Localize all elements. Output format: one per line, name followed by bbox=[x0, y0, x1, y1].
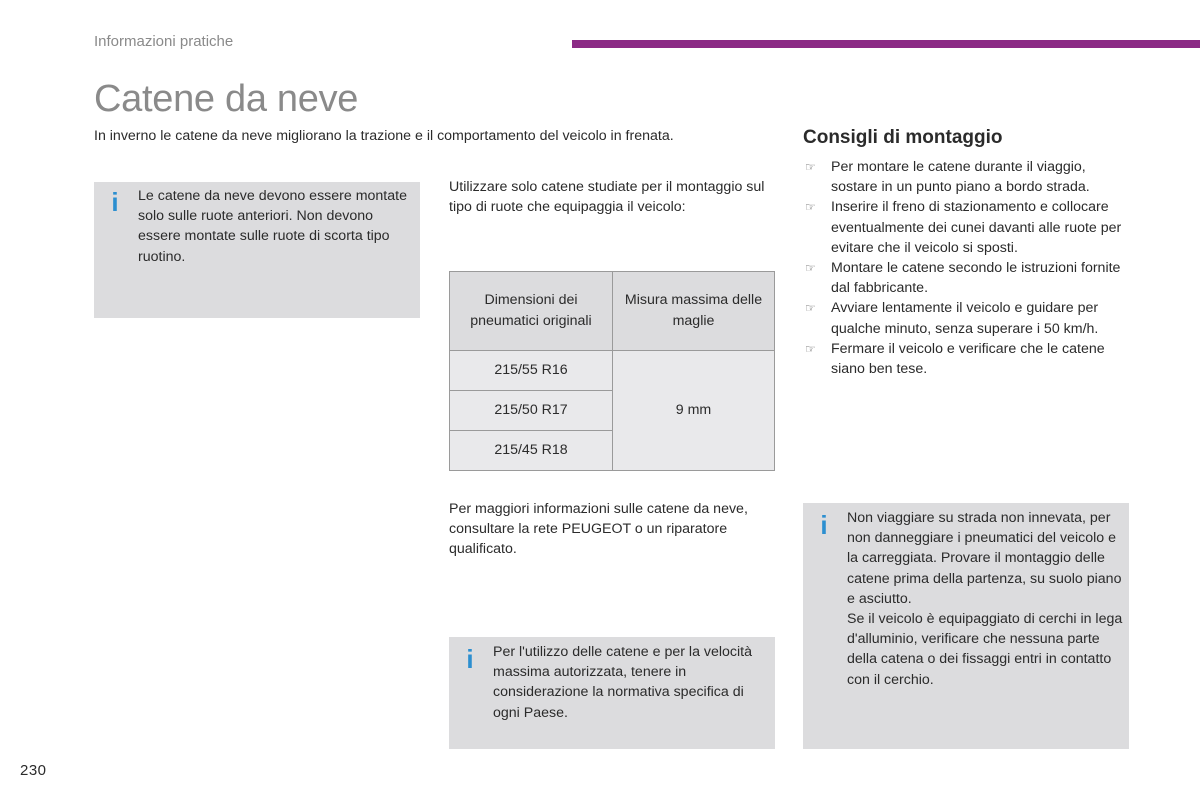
list-item: ☞ Inserire il freno di stazionamento e collocare eventualmente dei cunei davanti alle ruote per evitare che il veicolo si sposti. bbox=[805, 199, 1122, 256]
tips-list bbox=[803, 157, 1133, 379]
page-number: 230 bbox=[20, 762, 47, 779]
page-title: Catene da neve bbox=[94, 78, 359, 120]
section-label: Informazioni pratiche bbox=[94, 33, 234, 50]
tips-heading: Consigli di montaggio bbox=[803, 127, 1003, 148]
info-icon: i bbox=[820, 510, 828, 540]
pointing-hand-icon: ☞ bbox=[805, 341, 816, 356]
list-item: ☞ Montare le catene secondo le istruzioni fornite dal fabbricante. bbox=[805, 260, 1121, 297]
table-header-tyre-size: Dimensioni dei pneumatici originali bbox=[450, 272, 613, 351]
table-cell-tyre-size: 215/55 R16 bbox=[450, 351, 613, 391]
list-item: ☞ Avviare lentamente il veicolo e guidare per qualche minuto, senza superare i 50 km/h. bbox=[805, 300, 1099, 337]
pointing-hand-icon: ☞ bbox=[805, 261, 816, 276]
table-header-mesh-size: Misura massima delle maglie bbox=[613, 272, 775, 351]
table-cell-mesh-size: 9 mm bbox=[613, 351, 775, 471]
info-box-text: Per l'utilizzo delle catene e per la velocità massima autorizzata, tenere in considerazione la normativa specifica di ogni Paese. bbox=[493, 644, 753, 721]
intro-text: In inverno le catene da neve migliorano la trazione e il comportamento del veicolo in frenata. bbox=[94, 128, 674, 144]
info-icon: i bbox=[466, 644, 474, 674]
pointing-hand-icon: ☞ bbox=[805, 200, 816, 215]
list-item: ☞ Per montare le catene durante il viaggio, sostare in un punto piano a bordo strada. bbox=[805, 159, 1090, 196]
info-box-alloy-wheels bbox=[803, 503, 1129, 749]
info-icon: i bbox=[111, 187, 119, 217]
info-box-front-wheels bbox=[94, 182, 420, 318]
info-box-regulations bbox=[449, 637, 775, 749]
section-accent-bar bbox=[572, 40, 1200, 48]
more-info-text: Per maggiori informazioni sulle catene da neve, consultare la rete PEUGEOT o un riparatore qualificato. bbox=[449, 501, 748, 558]
info-box-text: Non viaggiare su strada non innevata, per non danneggiare i pneumatici del veicolo e la carreggiata. Provare il montaggio delle catene prima della partenza, su suolo piano e asciutto. Se il veicolo è equipaggiato di cerchi in lega d'alluminio, verificare che nessuna parte della catena o dei fissaggi entri in contatto con il cerchio. bbox=[847, 510, 1123, 688]
table-cell-tyre-size: 215/45 R18 bbox=[450, 431, 613, 471]
info-box-text: Le catene da neve devono essere montate solo sulle ruote anteriori. Non devono essere montate sulle ruote di scorta tipo ruotino. bbox=[138, 188, 407, 265]
pointing-hand-icon: ☞ bbox=[805, 301, 816, 316]
list-item: ☞ Fermare il veicolo e verificare che le catene siano ben tese. bbox=[805, 340, 1105, 378]
pointing-hand-icon: ☞ bbox=[805, 160, 816, 174]
chain-size-table bbox=[449, 271, 775, 471]
table-intro: Utilizzare solo catene studiate per il montaggio sul tipo di ruote che equipaggia il veicolo: bbox=[449, 179, 765, 216]
table-cell-tyre-size: 215/50 R17 bbox=[450, 391, 613, 431]
